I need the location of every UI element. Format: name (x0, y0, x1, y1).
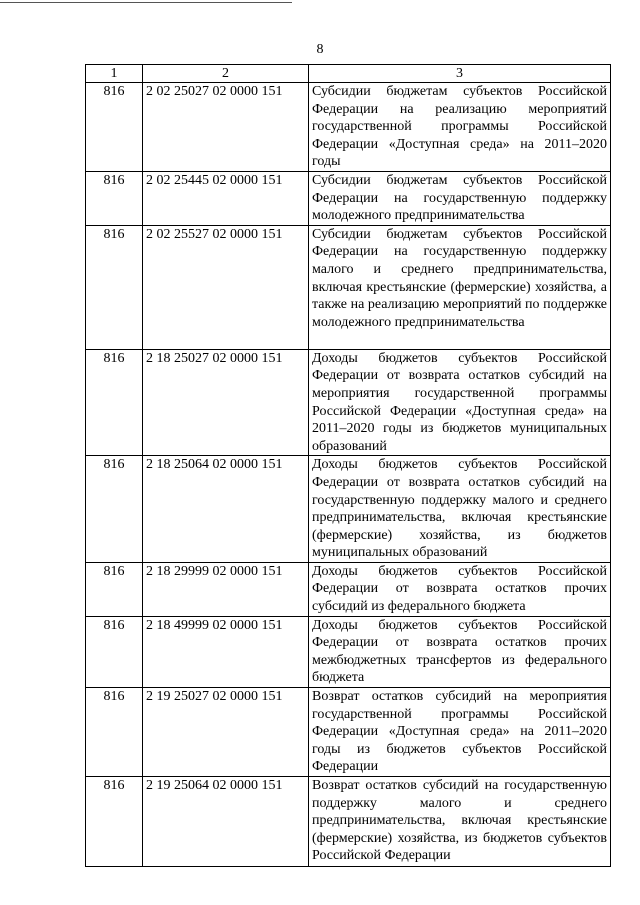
table-row (86, 688, 611, 777)
budget-code-cell: 2 18 25064 02 0000 151 (143, 456, 309, 563)
description-cell: Субсидии бюджетам субъектов Российской Федерации на реализацию мероприятий государственной программы Российской Федерации «Доступная среда» на 2011–2020 годы (309, 83, 611, 172)
admin-code-cell: 816 (86, 456, 143, 563)
description-cell: Возврат остатков субсидий на мероприятия государственной программы Российской Федерации «Доступная среда» на 2011–2020 годы из бюджетов субъектов Российской Федерации (309, 688, 611, 777)
table-row (86, 777, 611, 867)
budget-codes-table (85, 64, 611, 867)
table-row (86, 171, 611, 225)
admin-code-cell: 816 (86, 349, 143, 456)
budget-code-cell: 2 02 25445 02 0000 151 (143, 171, 309, 225)
description-cell: Доходы бюджетов субъектов Российской Федерации от возврата остатков прочих межбюджетных трансфертов из федерального бюджета (309, 616, 611, 687)
description-cell: Доходы бюджетов субъектов Российской Федерации от возврата остатков прочих субсидий из федерального бюджета (309, 562, 611, 616)
table-row (86, 562, 611, 616)
budget-code-cell: 2 19 25027 02 0000 151 (143, 688, 309, 777)
table-row (86, 616, 611, 687)
table-row (86, 225, 611, 349)
description-cell: Доходы бюджетов субъектов Российской Федерации от возврата остатков субсидий на государственную поддержку малого и среднего предпринимательства, включая крестьянские (фермерские) хозяйства, из бюджетов муниципальных образований (309, 456, 611, 563)
budget-code-cell: 2 19 25064 02 0000 151 (143, 777, 309, 867)
admin-code-cell: 816 (86, 225, 143, 349)
column-header-3: 3 (309, 65, 611, 83)
description-cell: Субсидии бюджетам субъектов Российской Федерации на государственную поддержку молодежного предпринимательства (309, 171, 611, 225)
admin-code-cell: 816 (86, 616, 143, 687)
table-row (86, 83, 611, 172)
table-row (86, 456, 611, 563)
budget-code-cell: 2 18 25027 02 0000 151 (143, 349, 309, 456)
budget-code-cell: 2 02 25027 02 0000 151 (143, 83, 309, 172)
budget-code-cell: 2 18 29999 02 0000 151 (143, 562, 309, 616)
column-header-1: 1 (86, 65, 143, 83)
admin-code-cell: 816 (86, 171, 143, 225)
column-header-2: 2 (143, 65, 309, 83)
admin-code-cell: 816 (86, 562, 143, 616)
admin-code-cell: 816 (86, 777, 143, 867)
top-rule (0, 2, 292, 3)
description-cell: Возврат остатков субсидий на государственную поддержку малого и среднего предпринимательства, включая крестьянские (фермерские) хозяйства, из бюджетов субъектов Российской Федерации (309, 777, 611, 867)
admin-code-cell: 816 (86, 688, 143, 777)
budget-code-cell: 2 02 25527 02 0000 151 (143, 225, 309, 349)
description-cell: Доходы бюджетов субъектов Российской Федерации от возврата остатков субсидий на мероприятия государственной программы Российской Федерации «Доступная среда» на 2011–2020 годы из бюджетов муниципальных образований (309, 349, 611, 456)
page-number: 8 (316, 42, 324, 57)
table-row (86, 349, 611, 456)
description-cell: Субсидии бюджетам субъектов Российской Федерации на государственную поддержку малого и среднего предпринимательства, включая крестьянские (фермерские) хозяйства, а также на реализацию мероприятий по поддержке молодежного предпринимательства (309, 225, 611, 349)
admin-code-cell: 816 (86, 83, 143, 172)
table-header-row (86, 65, 611, 83)
budget-code-cell: 2 18 49999 02 0000 151 (143, 616, 309, 687)
